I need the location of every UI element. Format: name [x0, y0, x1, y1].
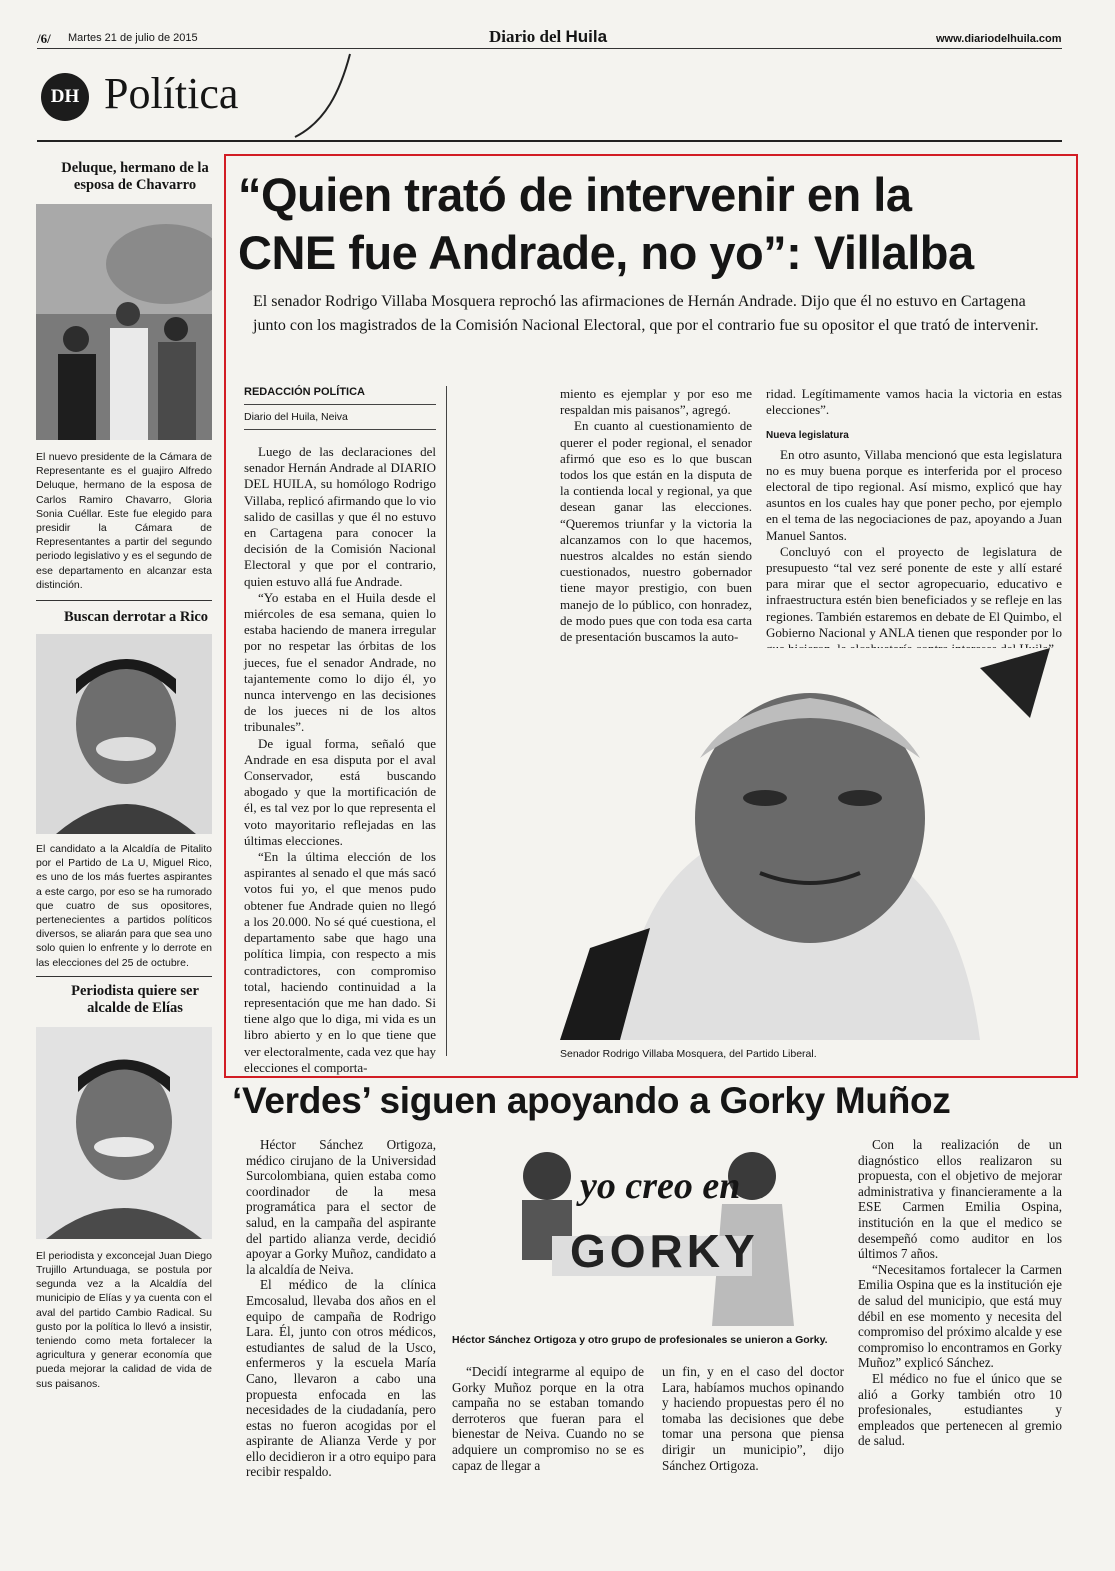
column-rule [446, 386, 447, 1056]
sidebar-divider [36, 976, 212, 977]
article1-col1 [244, 386, 436, 1076]
sidebar-story2-text: El candidato a la Alcaldía de Pitalito por el Partido de La U, Miguel Rico, es uno de los más fuertes aspirantes a este cargo, por eso se ha rumorado que cuatro de sus opositores, pertenecientes a partidos políticos diversos, se aliarán para que sea uno solo quien lo enfrente y lo derrote en las elecciones del 25 de octubre. [36, 843, 212, 969]
banner-photo-caption: Héctor Sánchez Ortigoza y otro grupo de profesionales se unieron a Gorky. [452, 1334, 828, 1346]
second-headline: ‘Verdes’ siguen apoyando a Gorky Muñoz [232, 1080, 951, 1121]
byline: REDACCIÓN POLÍTICA [244, 386, 365, 398]
banner-slogan: yo creo en [580, 1165, 741, 1207]
sidebar-story2-head: Buscan derrotar a Rico [64, 609, 209, 626]
main-lede: El senador Rodrigo Villaba Mosquera reprochó las afirmaciones de Hernán Andrade. Dijo que él no estuvo en Cartagena junto con los magistrados de la Comisión Nacional Electoral, que por el contrario fue su opositor el que trató de intervenir. [253, 293, 1039, 334]
sidebar [36, 160, 212, 1391]
deluque-photo [36, 204, 212, 440]
issue-date: Martes 21 de julio de 2015 [68, 32, 198, 44]
sidebar-story3-text: El periodista y exconcejal Juan Diego Trujillo Artunduaga, se postula por segunda vez a la Alcaldía del municipio de Elías y ya cuenta con el aval del partido Cambio Radical. Su gusto por la política lo llevó a insistir, teniendo como meta fortalecer la agricultura y generar economía que pueda mejorar la calidad de vida de sus paisanos. [36, 1249, 212, 1390]
article2-col1: Héctor Sánchez Ortigoza, médico cirujano de la Universidad Surcolombiana, quien estaba como coordinador de la mesa programática para el sector de salud, en la campaña del aspirante del partido alianza verde, decidió apoyar a Gorky Muñoz, candidato a la alcaldía de Neiva. El médico de la clínica Emcosalud, llevaba dos años en el equipo de campaña de Rodrigo Lara. Él, junto con otros médicos, estudiantes de salud de la Usco, enfermeros y la escuela María Cano, llevaron a cabo una propuesta enfocada en las necesidades de la ciudadanía, pero estas no fueron acogidas por el aspirante de Alianza Verde y por ello decidieron ir a otro equipo para recibir respaldo. [246, 1137, 436, 1480]
article2-col2: “Decidí integrarme al equipo de Gorky Muñoz porque en la otra campaña no se estaban tomando derroteros que fueran para el bienestar de Neiva. Cuando no se adquiere un compromiso no se es capaz de llegar a [452, 1364, 644, 1473]
article1-col3: ridad. Legítimamente vamos hacia la victoria en estas elecciones”. Nueva legislatura En otro asunto, Villaba mencionó que esta legislatura no es muy buena porque es interferida por el proceso electoral de tipo regional. Así mismo, explicó que hay asuntos en los cuales hay que poner pecho, por ejemplo en el tema de las negociaciones de paz, apoyando a Juan Manuel Santos. Concluyó con el proyecto de legislatura de presupuesto “tal vez seré ponente de este y allí estaré para mirar que el sector agropecuario, educativo e infraestructura estén bien beneficiados y se refleje en las regiones. También estaremos en debate de El Quimbo, el Gobierno Nacional y ANLA tienen que responder por lo [766, 386, 1062, 640]
main-headline: “Quien trató de intervenir en la CNE fue Andrade, no yo”: Villalba [238, 168, 974, 279]
paper-name: Diario del Huila [489, 27, 608, 46]
article1-col1-text: Luego de las declaraciones del senador Hernán Andrade al DIARIO DEL HUILA, su homólogo Rodrigo Villaba, replicó afirmando que lo vio salido de casillas y que él no estuvo en Cartagena para conocer la decisión de la Comisión Nacional Electoral y que por el contrario, quien estuvo allá fue Andrade. “Yo estaba en el Huila desde el miércoles de esa semana, quien lo estaba haciendo de manera irregular por no respetar las órbitas de los jueces, fue el senador Andrade, no tajantemente como lo dijo él, yo nunca intervengo en las decisiones de los jueces ni de los altos tribunales”. De igual forma, señaló que Andrade en esa disputa por el aval Conservador, está buscando abogado y que la mortificación de él, es tal vez por lo que representa el voto mayoritario reflejadas en las últimas elecciones. “En la última elección de los aspirantes al senado el que más sacó votos fui yo, el que menos pudo obtener fue Andrade quien no llegó a los 20.000. No sé qué cuestiona, el departamento sabe que hago una política limpia, con respecto a mis contradictores, con compromiso total, haciendo continuidad a la representación que me han dado. Si tiene algo que lo diga, mi vida es un libro abierto y en lo que tiene que ver electoralmente, cada vez que hay elecciones el comporta- [244, 444, 436, 1075]
villalba-photo-caption: Senador Rodrigo Villaba Mosquera, del Partido Liberal. [560, 1048, 817, 1060]
article1-col2: miento es ejemplar y por eso me respaldan mis paisanos”, agregó. En cuanto al cuestionamiento de querer el poder regional, el senador afirmó que eso es lo que buscan todos los que están en la disputa de la contienda local y regional, ya que desean ganar las elecciones. “Queremos triunfar y la victoria la alcanzamos con lo que hacemos, nuestros alcaldes no están siendo cuestionados, nuestro gobernador tiene mayor prestigio, con buen manejo de lo público, con honradez, de modo pues que con toda esa carta de presentación buscamos la auto- [560, 386, 752, 645]
header-rule [37, 48, 1062, 49]
dh-logo: DH [41, 73, 89, 121]
trujillo-photo [36, 1027, 212, 1239]
byline-rule [244, 404, 436, 405]
sidebar-story1-text: El nuevo presidente de la Cámara de Representante es el guajiro Alfredo Deluque, hermano de la esposa de Carlos Ramiro Chavarro, Gloria Sonia Cuéllar. Este fue elegido para presidir la Cámara de Representantes a partir del segundo periodo legislativo y es el segundo de ese departamento en alcanzar esta distinción. [36, 451, 212, 591]
article2-col4: Con la realización de un diagnóstico ellos realizaron su propuesta, con el objetivo de mejorar administrativa y financieramente a la ESE Carmen Emilia Ospina, institución en la que el medico se desempeñó como auditor en los últimos 7 años. “Necesitamos fortalecer la Carmen Emilia Ospina que es la institución eje de salud del municipio, que está muy débil en ese momento y necesita del compromiso del próximo alcalde y ese compromiso lo encontramos en Gorky Muñoz” explicó Sánchez. El médico no fue el único que se alió a Gorky también otro 10 profesionales, estudiantes y empleados que pertenecen al gremio de salud. [858, 1137, 1062, 1449]
dateline: Diario del Huila, Neiva [244, 411, 348, 423]
sidebar-story3-head: Periodista quiere ser alcalde de Elías [71, 982, 199, 1016]
campaign-banner-photo [452, 1136, 844, 1326]
website-link[interactable]: www.diariodelhuila.com [936, 33, 1062, 45]
sidebar-story1-head: Deluque, hermano de la esposa de Chavarro [61, 160, 209, 193]
rico-photo [36, 634, 212, 834]
dateline-rule [244, 429, 436, 430]
section-swoosh-icon [290, 52, 360, 142]
sidebar-divider [36, 600, 212, 601]
banner-name: GORKY [570, 1225, 759, 1277]
subhead-nueva-legislatura: Nueva legislatura [766, 430, 849, 442]
section-rule [37, 140, 1062, 142]
page-number: /6/ [37, 31, 51, 46]
article2-col3: un fin, y en el caso del doctor Lara, habíamos muchos opinando y haciendo propuestas pero él no tomaba las decisiones que debe tomar una persona que piensa dirigir un municipio”, dijo Sánchez Ortigoza. [662, 1364, 844, 1473]
section-title: Política [104, 69, 239, 118]
villalba-photo [560, 648, 1062, 1040]
